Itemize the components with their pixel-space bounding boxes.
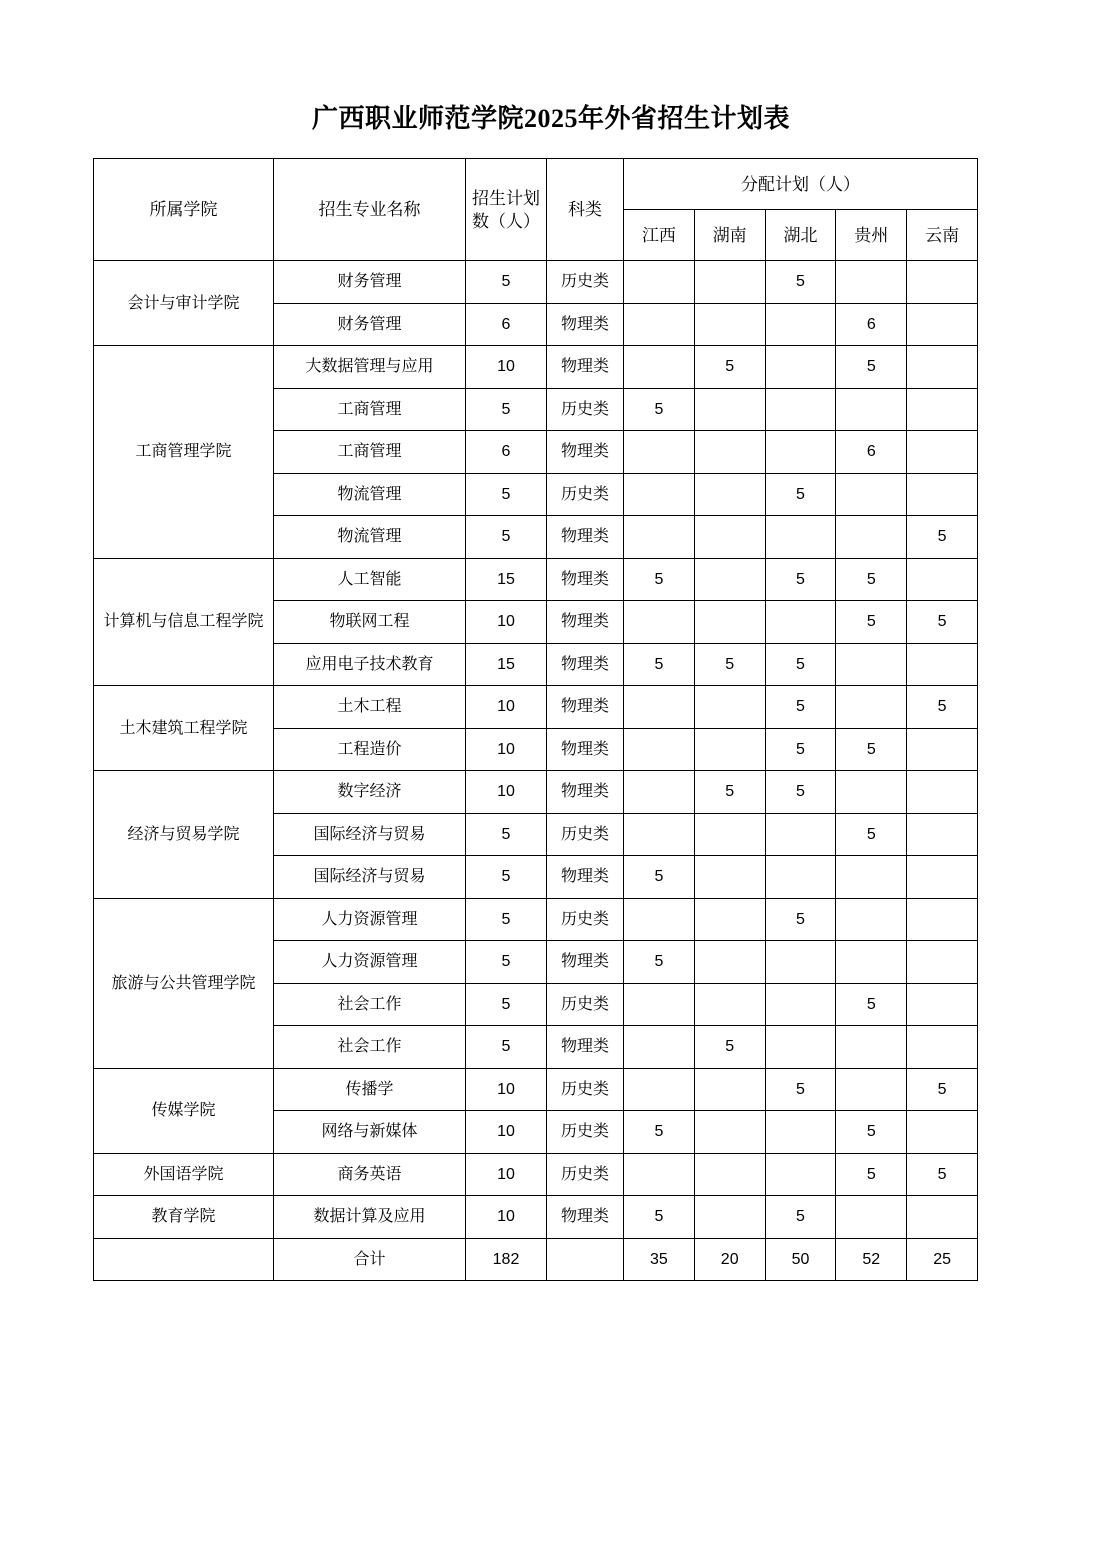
cell-category: 历史类 xyxy=(547,983,624,1026)
cell-total-guizhou: 52 xyxy=(836,1238,907,1281)
table-header xyxy=(94,159,978,261)
cell-allocation-yunnan xyxy=(907,303,978,346)
cell-allocation-yunnan xyxy=(907,1196,978,1239)
cell-plan-count: 5 xyxy=(466,473,547,516)
cell-allocation-hunan xyxy=(694,983,765,1026)
cell-allocation-jiangxi: 5 xyxy=(624,941,695,984)
cell-major: 社会工作 xyxy=(274,983,466,1026)
cell-plan-count: 5 xyxy=(466,898,547,941)
cell-allocation-jiangxi xyxy=(624,728,695,771)
cell-college: 工商管理学院 xyxy=(94,346,274,559)
table-row xyxy=(94,558,978,601)
cell-allocation-hubei: 5 xyxy=(765,643,836,686)
cell-allocation-hunan xyxy=(694,1153,765,1196)
cell-major: 人力资源管理 xyxy=(274,898,466,941)
cell-category: 物理类 xyxy=(547,771,624,814)
cell-allocation-hunan xyxy=(694,303,765,346)
cell-category: 历史类 xyxy=(547,1068,624,1111)
cell-college: 计算机与信息工程学院 xyxy=(94,558,274,686)
cell-allocation-jiangxi xyxy=(624,898,695,941)
cell-plan-count: 5 xyxy=(466,516,547,559)
cell-allocation-jiangxi xyxy=(624,1026,695,1069)
header-row-primary xyxy=(94,159,978,210)
cell-allocation-yunnan xyxy=(907,856,978,899)
cell-allocation-hubei xyxy=(765,1026,836,1069)
cell-plan-count: 5 xyxy=(466,813,547,856)
cell-category: 物理类 xyxy=(547,558,624,601)
cell-major: 数字经济 xyxy=(274,771,466,814)
cell-major: 物联网工程 xyxy=(274,601,466,644)
cell-allocation-hubei xyxy=(765,983,836,1026)
cell-category: 物理类 xyxy=(547,303,624,346)
header-province-jiangxi: 江西 xyxy=(624,210,695,261)
cell-allocation-guizhou xyxy=(836,473,907,516)
cell-allocation-hubei: 5 xyxy=(765,473,836,516)
cell-total-label: 合计 xyxy=(274,1238,466,1281)
cell-plan-count: 10 xyxy=(466,771,547,814)
cell-allocation-guizhou xyxy=(836,941,907,984)
cell-allocation-jiangxi xyxy=(624,601,695,644)
cell-allocation-yunnan xyxy=(907,771,978,814)
cell-allocation-hunan xyxy=(694,856,765,899)
cell-major: 社会工作 xyxy=(274,1026,466,1069)
table-row xyxy=(94,1068,978,1111)
cell-allocation-hunan xyxy=(694,686,765,729)
cell-allocation-jiangxi xyxy=(624,771,695,814)
cell-allocation-yunnan xyxy=(907,346,978,389)
cell-category: 物理类 xyxy=(547,856,624,899)
cell-allocation-guizhou: 6 xyxy=(836,303,907,346)
cell-allocation-yunnan xyxy=(907,898,978,941)
cell-allocation-guizhou xyxy=(836,898,907,941)
cell-college: 土木建筑工程学院 xyxy=(94,686,274,771)
cell-plan-count: 5 xyxy=(466,941,547,984)
cell-allocation-jiangxi: 5 xyxy=(624,1111,695,1154)
cell-major: 土木工程 xyxy=(274,686,466,729)
cell-allocation-guizhou: 5 xyxy=(836,346,907,389)
cell-major: 人工智能 xyxy=(274,558,466,601)
table-row xyxy=(94,898,978,941)
cell-allocation-hubei: 5 xyxy=(765,1068,836,1111)
header-allocation-group: 分配计划（人） xyxy=(624,159,978,210)
cell-total-hunan: 20 xyxy=(694,1238,765,1281)
cell-category: 物理类 xyxy=(547,1026,624,1069)
cell-allocation-jiangxi xyxy=(624,1153,695,1196)
cell-allocation-jiangxi xyxy=(624,686,695,729)
cell-plan-count: 10 xyxy=(466,601,547,644)
cell-allocation-hubei xyxy=(765,346,836,389)
cell-allocation-guizhou xyxy=(836,643,907,686)
cell-total-plan-count: 182 xyxy=(466,1238,547,1281)
cell-allocation-hubei xyxy=(765,431,836,474)
cell-plan-count: 10 xyxy=(466,1111,547,1154)
cell-allocation-jiangxi: 5 xyxy=(624,558,695,601)
cell-allocation-yunnan xyxy=(907,643,978,686)
cell-allocation-hunan: 5 xyxy=(694,643,765,686)
cell-allocation-yunnan xyxy=(907,431,978,474)
cell-major: 工商管理 xyxy=(274,388,466,431)
cell-allocation-jiangxi xyxy=(624,346,695,389)
cell-allocation-yunnan xyxy=(907,558,978,601)
cell-college: 外国语学院 xyxy=(94,1153,274,1196)
cell-category: 历史类 xyxy=(547,1153,624,1196)
cell-major: 应用电子技术教育 xyxy=(274,643,466,686)
cell-allocation-yunnan xyxy=(907,941,978,984)
cell-allocation-hubei xyxy=(765,941,836,984)
cell-allocation-hubei xyxy=(765,856,836,899)
cell-allocation-jiangxi xyxy=(624,473,695,516)
cell-category: 物理类 xyxy=(547,941,624,984)
cell-allocation-hubei xyxy=(765,1111,836,1154)
cell-total-jiangxi: 35 xyxy=(624,1238,695,1281)
cell-category: 物理类 xyxy=(547,431,624,474)
table-row xyxy=(94,261,978,304)
cell-category: 历史类 xyxy=(547,813,624,856)
cell-allocation-jiangxi xyxy=(624,261,695,304)
header-college: 所属学院 xyxy=(94,159,274,261)
cell-category: 物理类 xyxy=(547,601,624,644)
cell-allocation-hunan xyxy=(694,516,765,559)
cell-allocation-yunnan xyxy=(907,983,978,1026)
page-title: 广西职业师范学院2025年外省招生计划表 xyxy=(311,104,790,133)
cell-allocation-hunan xyxy=(694,813,765,856)
cell-college: 教育学院 xyxy=(94,1196,274,1239)
header-province-hubei: 湖北 xyxy=(765,210,836,261)
cell-category: 物理类 xyxy=(547,1196,624,1239)
table-row xyxy=(94,346,978,389)
cell-allocation-hubei: 5 xyxy=(765,686,836,729)
cell-allocation-hunan xyxy=(694,941,765,984)
cell-category: 物理类 xyxy=(547,346,624,389)
cell-allocation-hubei xyxy=(765,388,836,431)
cell-allocation-hubei: 5 xyxy=(765,771,836,814)
cell-major: 物流管理 xyxy=(274,516,466,559)
header-major: 招生专业名称 xyxy=(274,159,466,261)
cell-allocation-yunnan xyxy=(907,473,978,516)
header-category: 科类 xyxy=(547,159,624,261)
cell-plan-count: 5 xyxy=(466,1026,547,1069)
cell-allocation-hunan xyxy=(694,601,765,644)
cell-allocation-hubei: 5 xyxy=(765,1196,836,1239)
cell-allocation-hubei xyxy=(765,813,836,856)
cell-major: 国际经济与贸易 xyxy=(274,856,466,899)
cell-allocation-jiangxi xyxy=(624,983,695,1026)
cell-allocation-jiangxi xyxy=(624,516,695,559)
cell-allocation-hubei: 5 xyxy=(765,898,836,941)
cell-plan-count: 5 xyxy=(466,856,547,899)
cell-plan-count: 10 xyxy=(466,686,547,729)
cell-allocation-guizhou: 5 xyxy=(836,1111,907,1154)
cell-allocation-guizhou: 5 xyxy=(836,813,907,856)
cell-category: 历史类 xyxy=(547,388,624,431)
cell-major: 工程造价 xyxy=(274,728,466,771)
cell-allocation-guizhou: 5 xyxy=(836,1153,907,1196)
cell-plan-count: 10 xyxy=(466,1068,547,1111)
table-row xyxy=(94,771,978,814)
cell-major: 财务管理 xyxy=(274,303,466,346)
cell-major: 商务英语 xyxy=(274,1153,466,1196)
cell-major: 传播学 xyxy=(274,1068,466,1111)
cell-allocation-hunan xyxy=(694,431,765,474)
cell-allocation-guizhou: 5 xyxy=(836,558,907,601)
cell-allocation-guizhou: 5 xyxy=(836,983,907,1026)
cell-college: 经济与贸易学院 xyxy=(94,771,274,899)
cell-plan-count: 10 xyxy=(466,1196,547,1239)
cell-category: 物理类 xyxy=(547,643,624,686)
cell-allocation-jiangxi: 5 xyxy=(624,643,695,686)
cell-category: 物理类 xyxy=(547,686,624,729)
cell-plan-count: 6 xyxy=(466,303,547,346)
cell-plan-count: 5 xyxy=(466,388,547,431)
cell-allocation-jiangxi xyxy=(624,813,695,856)
table-row xyxy=(94,686,978,729)
cell-allocation-jiangxi xyxy=(624,431,695,474)
cell-allocation-guizhou xyxy=(836,1026,907,1069)
cell-allocation-guizhou xyxy=(836,1196,907,1239)
cell-college: 旅游与公共管理学院 xyxy=(94,898,274,1068)
table-body xyxy=(94,261,978,1281)
cell-allocation-guizhou: 6 xyxy=(836,431,907,474)
cell-category: 历史类 xyxy=(547,261,624,304)
cell-allocation-jiangxi: 5 xyxy=(624,1196,695,1239)
cell-major: 物流管理 xyxy=(274,473,466,516)
cell-plan-count: 6 xyxy=(466,431,547,474)
cell-allocation-yunnan xyxy=(907,1026,978,1069)
cell-category: 物理类 xyxy=(547,728,624,771)
cell-allocation-guizhou xyxy=(836,771,907,814)
header-province-guizhou: 贵州 xyxy=(836,210,907,261)
cell-allocation-guizhou: 5 xyxy=(836,728,907,771)
cell-plan-count: 10 xyxy=(466,1153,547,1196)
cell-allocation-guizhou xyxy=(836,1068,907,1111)
cell-allocation-hunan xyxy=(694,261,765,304)
cell-allocation-yunnan: 5 xyxy=(907,516,978,559)
cell-allocation-hunan xyxy=(694,728,765,771)
cell-major: 工商管理 xyxy=(274,431,466,474)
cell-college: 会计与审计学院 xyxy=(94,261,274,346)
cell-allocation-guizhou: 5 xyxy=(836,601,907,644)
cell-major: 网络与新媒体 xyxy=(274,1111,466,1154)
cell-allocation-guizhou xyxy=(836,856,907,899)
table-row xyxy=(94,1196,978,1239)
cell-allocation-jiangxi xyxy=(624,1068,695,1111)
cell-plan-count: 10 xyxy=(466,346,547,389)
enrollment-plan-table xyxy=(93,158,978,1281)
cell-allocation-hubei xyxy=(765,303,836,346)
cell-allocation-hunan xyxy=(694,1111,765,1154)
cell-major: 国际经济与贸易 xyxy=(274,813,466,856)
cell-plan-count: 5 xyxy=(466,261,547,304)
cell-total-college xyxy=(94,1238,274,1281)
cell-allocation-yunnan: 5 xyxy=(907,1068,978,1111)
cell-allocation-hunan xyxy=(694,1196,765,1239)
cell-plan-count: 10 xyxy=(466,728,547,771)
cell-allocation-hunan xyxy=(694,558,765,601)
enrollment-plan-table-container xyxy=(93,158,977,1281)
cell-allocation-hunan xyxy=(694,473,765,516)
cell-total-category xyxy=(547,1238,624,1281)
cell-category: 历史类 xyxy=(547,473,624,516)
cell-allocation-jiangxi: 5 xyxy=(624,856,695,899)
cell-allocation-hunan xyxy=(694,388,765,431)
cell-college: 传媒学院 xyxy=(94,1068,274,1153)
table-row xyxy=(94,1153,978,1196)
cell-allocation-yunnan xyxy=(907,728,978,771)
cell-plan-count: 15 xyxy=(466,558,547,601)
cell-allocation-guizhou xyxy=(836,261,907,304)
cell-allocation-jiangxi: 5 xyxy=(624,388,695,431)
cell-allocation-hubei: 5 xyxy=(765,261,836,304)
cell-major: 大数据管理与应用 xyxy=(274,346,466,389)
cell-major: 数据计算及应用 xyxy=(274,1196,466,1239)
cell-category: 历史类 xyxy=(547,1111,624,1154)
cell-plan-count: 15 xyxy=(466,643,547,686)
cell-allocation-hunan xyxy=(694,1068,765,1111)
header-province-hunan: 湖南 xyxy=(694,210,765,261)
cell-category: 物理类 xyxy=(547,516,624,559)
cell-plan-count: 5 xyxy=(466,983,547,1026)
cell-allocation-yunnan: 5 xyxy=(907,601,978,644)
cell-allocation-yunnan: 5 xyxy=(907,1153,978,1196)
cell-allocation-hubei xyxy=(765,1153,836,1196)
cell-major: 人力资源管理 xyxy=(274,941,466,984)
cell-allocation-guizhou xyxy=(836,686,907,729)
cell-allocation-hunan xyxy=(694,898,765,941)
cell-allocation-hubei xyxy=(765,601,836,644)
cell-allocation-hunan: 5 xyxy=(694,346,765,389)
cell-allocation-hubei: 5 xyxy=(765,558,836,601)
cell-total-yunnan: 25 xyxy=(907,1238,978,1281)
cell-allocation-hunan: 5 xyxy=(694,771,765,814)
cell-allocation-yunnan xyxy=(907,1111,978,1154)
cell-allocation-guizhou xyxy=(836,516,907,559)
cell-allocation-jiangxi xyxy=(624,303,695,346)
cell-major: 财务管理 xyxy=(274,261,466,304)
cell-allocation-hubei: 5 xyxy=(765,728,836,771)
table-row-total xyxy=(94,1238,978,1281)
cell-allocation-yunnan xyxy=(907,388,978,431)
cell-category: 历史类 xyxy=(547,898,624,941)
cell-allocation-hunan: 5 xyxy=(694,1026,765,1069)
header-plan-count: 招生计划数（人） xyxy=(466,159,547,261)
cell-allocation-hubei xyxy=(765,516,836,559)
header-province-yunnan: 云南 xyxy=(907,210,978,261)
cell-allocation-yunnan: 5 xyxy=(907,686,978,729)
cell-allocation-guizhou xyxy=(836,388,907,431)
cell-allocation-yunnan xyxy=(907,261,978,304)
cell-total-hubei: 50 xyxy=(765,1238,836,1281)
cell-allocation-yunnan xyxy=(907,813,978,856)
